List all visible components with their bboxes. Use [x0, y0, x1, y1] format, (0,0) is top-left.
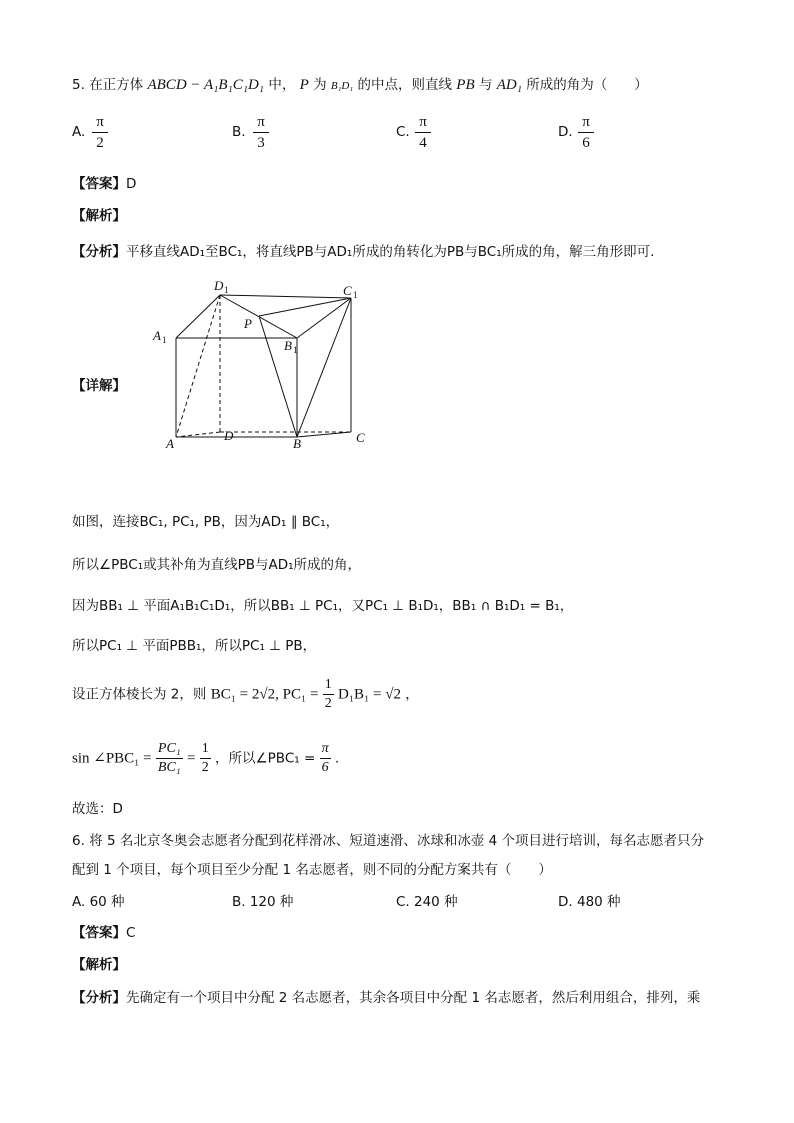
q6-fenxi [72, 986, 700, 1006]
answer-tag: 【答案】 [72, 925, 126, 941]
q5-detail-line-6 [72, 740, 339, 777]
q6-answer [72, 921, 135, 941]
q5-option-d-value: $\frac{\pi}{6}$ [578, 113, 594, 153]
label-b1: B [284, 338, 292, 353]
q5-option-d-label: D. [558, 124, 573, 140]
q5-detail-line: 所以PC₁ ⊥ 平面PBB₁，所以PC₁ ⊥ PB， [72, 638, 317, 654]
label-sub: 1 [162, 335, 167, 345]
q5-text: 与 [478, 77, 493, 93]
math: sin ∠PBC₁ = [72, 750, 152, 767]
q5-detail-line: 所以∠PBC₁或其补角为直线PB与AD₁所成的角， [72, 557, 362, 573]
math: D₁B₁ = √2 [338, 686, 401, 703]
math: = [186, 750, 196, 767]
fenxi-text: 平移直线AD₁至BC₁，将直线PB与AD₁所成的角转化为PB与BC₁所成的角，解三角形即可. [126, 244, 655, 260]
q5-text: 为 [313, 77, 327, 93]
q6-analysis-tag: 【解析】 [72, 957, 126, 973]
math: BC₁ = 2√2, PC₁ = [210, 686, 319, 703]
label-sub: 1 [353, 290, 358, 300]
q5-option-c-label: C. [396, 124, 410, 140]
q5-line-ad1: AD₁ [496, 77, 522, 93]
fraction: $\frac{1}{2}$ [324, 677, 332, 711]
q5-segment: B₁D₁ [330, 80, 354, 92]
answer-tag: 【答案】 [72, 176, 126, 192]
q5-cube-name: ABCD − A₁B₁C₁D₁ [147, 77, 265, 93]
label-a: A [166, 436, 174, 451]
q6-option-a: A. 60 种 [72, 894, 125, 910]
answer-value: C [126, 925, 136, 941]
text: ， [405, 686, 419, 703]
answer-value: D [126, 176, 137, 192]
text: ，所以∠PBC₁ = [215, 750, 316, 767]
label-sub: 1 [293, 345, 298, 355]
q5-option-a-value: $\frac{\pi}{2}$ [92, 113, 108, 153]
q5-line-pb: PB [456, 77, 475, 93]
label-c1: C [343, 283, 352, 298]
q5-analysis-tag: 【解析】 [72, 208, 126, 224]
q5-stem [72, 73, 648, 94]
q5-detail-line: 因为BB₁ ⊥ 平面A₁B₁C₁D₁，所以BB₁ ⊥ PC₁，又PC₁ ⊥ B₁D₁，BB₁ ∩ B₁D₁ = B₁， [72, 598, 574, 614]
q6-option-b: B. 120 种 [232, 894, 294, 910]
text: 设正方体棱长为 2，则 [72, 686, 207, 703]
fraction: $\frac{\text{PC₁}}{\text{BC₁}}$ [157, 741, 181, 775]
fenxi-tag: 【分析】 [72, 990, 126, 1006]
label-b: B [293, 436, 301, 451]
label-c: C [356, 430, 365, 445]
q5-detail-line: 如图，连接BC₁, PC₁, PB，因为AD₁ ∥ BC₁， [72, 514, 340, 530]
q5-option-b-value: $\frac{\pi}{3}$ [253, 113, 269, 153]
text: . [334, 750, 340, 767]
fraction: $\frac{1}{2}$ [201, 741, 209, 775]
label-a1: A [153, 328, 161, 343]
q5-option-a-label: A. [72, 124, 86, 140]
q5-answer [72, 172, 136, 192]
label-d: D [224, 428, 234, 443]
q5-fenxi [72, 240, 654, 260]
cube-figure [140, 276, 380, 480]
fenxi-tag: 【分析】 [72, 244, 126, 260]
q5-text: 在正方体 [89, 77, 144, 93]
label-sub: 1 [224, 285, 229, 295]
q5-option-c-value: $\frac{\pi}{4}$ [415, 113, 431, 153]
q5-number: 5. [72, 77, 85, 93]
q6-stem-line-2: 配到 1 个项目，每个项目至少分配 1 名志愿者，则不同的分配方案共有（ ） [72, 862, 552, 878]
q5-detail-line-5 [72, 676, 419, 713]
q5-point-p: P [299, 77, 309, 93]
q5-text: 所成的角为（ ） [526, 77, 648, 93]
q6-option-c: C. 240 种 [396, 894, 458, 910]
label-d1: D [214, 278, 224, 293]
fraction: $\frac{\pi}{6}$ [321, 741, 329, 775]
q6-stem-line-1: 6. 将 5 名北京冬奥会志愿者分配到花样滑冰、短道速滑、冰球和冰壶 4 个项目进行培训，每名志愿者只分 [72, 833, 705, 849]
q5-text: 中， [268, 77, 296, 93]
fenxi-text: 先确定有一个项目中分配 2 名志愿者，其余各项目中分配 1 名志愿者，然后利用组合，排列，乘 [126, 990, 701, 1006]
q5-text: 的中点，则直线 [357, 77, 452, 93]
q5-conclusion: 故选：D [72, 801, 123, 817]
q5-detail-tag: 【详解】 [72, 378, 126, 394]
q6-option-d: D. 480 种 [558, 894, 621, 910]
label-p: P [244, 316, 252, 331]
q5-option-b-label: B. [232, 124, 246, 140]
